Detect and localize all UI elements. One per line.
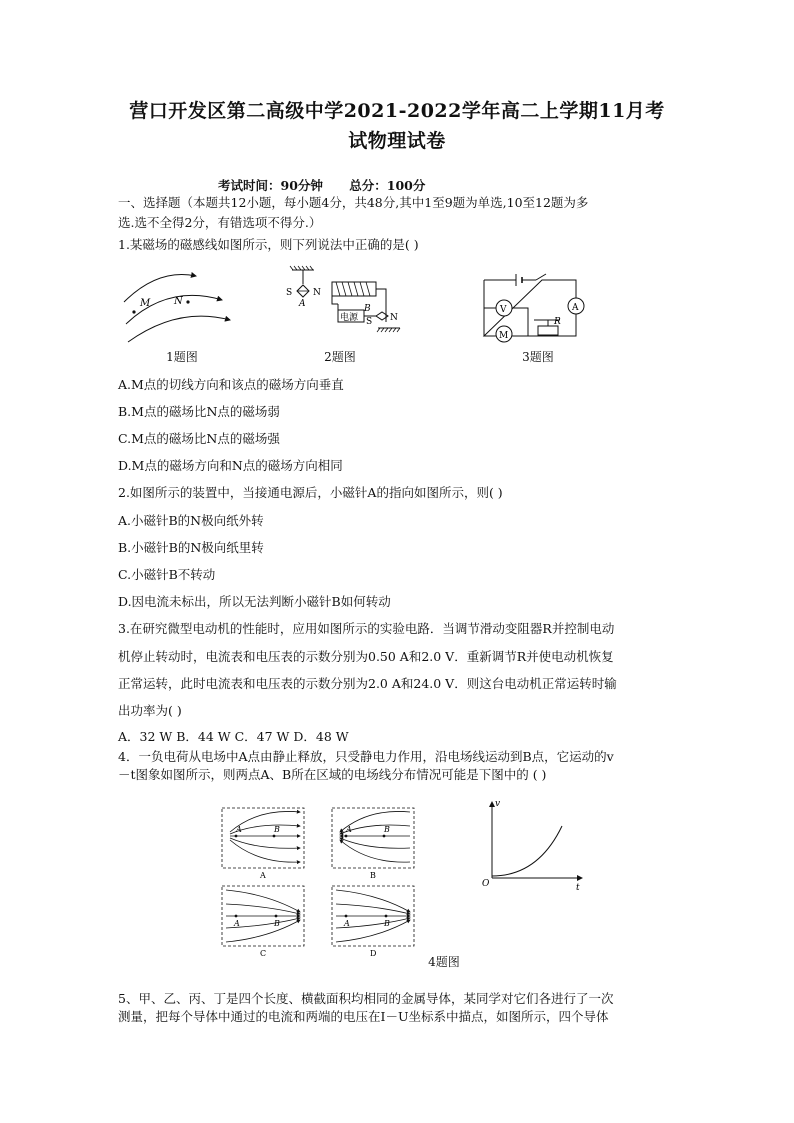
q2-option-b: B.小磁针B的N极向纸里转 <box>118 540 264 555</box>
q3-line-3: 正常运转，此时电流表和电压表的示数分别为2.0 A和24.0 V．则这台电动机正常运转时输 <box>118 676 617 691</box>
q4-line-1: 4．一负电荷从电场中A点由静止释放，只受静电力作用，沿电场线运动到B点，它运动的v <box>118 749 614 764</box>
q1-option-a: A.M点的切线方向和该点的磁场方向垂直 <box>118 377 344 392</box>
panel-b-point-b: B <box>384 825 390 834</box>
fig2-label-power: 电源 <box>340 313 359 323</box>
figure-1-caption: 1题图 <box>166 350 198 364</box>
fig2-label-a: A <box>299 299 306 309</box>
q3-line-2: 机停止转动时，电流表和电压表的示数分别为0.50 A和2.0 V．重新调节R并使电动机恢复 <box>118 649 614 664</box>
panel-b-point-a: A <box>346 825 352 834</box>
panel-b <box>332 808 414 880</box>
q2-stem: 2.如图所示的装置中，当接通电源后，小磁针A的指向如图所示，则( ) <box>118 485 503 500</box>
q2-option-c: C.小磁针B不转动 <box>118 567 216 582</box>
q4-line-2: －t图象如图所示，则两点A、B所在区域的电场线分布情况可能是下图中的 ( ) <box>118 767 547 782</box>
vt-origin: O <box>482 879 490 889</box>
panel-d-label: D <box>370 949 377 958</box>
figure-4-caption: 4题图 <box>428 955 460 969</box>
panel-c-label: C <box>260 949 267 958</box>
q2-option-a: A.小磁针B的N极向纸外转 <box>118 513 264 528</box>
vt-curve <box>492 826 562 876</box>
fig3-rheostat-label: R <box>554 317 561 327</box>
panel-c-point-a: A <box>234 919 240 928</box>
fig3-voltmeter: V <box>500 305 507 315</box>
panel-a <box>222 808 304 880</box>
panel-b-label: B <box>370 871 376 880</box>
fig1-label-m: M <box>140 298 151 309</box>
figure-1-field-lines <box>118 262 238 346</box>
panel-d-point-b: B <box>384 919 390 928</box>
panel-a-point-a: A <box>236 825 242 834</box>
q1-option-c: C.M点的磁场比N点的磁场强 <box>118 431 280 446</box>
figure-4-field-panels <box>218 804 418 960</box>
vt-axis-t: t <box>576 883 580 892</box>
q5-line-2: 测量，把每个导体中通过的电流和两端的电压在I－U坐标系中描点，如图所示，四个导体 <box>118 1009 609 1024</box>
panel-a-label: A <box>260 871 266 880</box>
section-instruction-2: 选.选不全得2分，有错选项不得分.） <box>118 215 322 230</box>
panel-a-point-b: B <box>274 825 280 834</box>
section-instruction-1: 一、选择题（本题共12小题，每小题4分，共48分,其中1至9题为单选,10至12题为多 <box>118 195 589 210</box>
fig3-ammeter: A <box>572 303 579 313</box>
figure-3-circuit <box>476 266 586 346</box>
panel-c-point-b: B <box>274 919 280 928</box>
fig3-motor: M <box>499 331 509 341</box>
panel-c <box>222 886 304 958</box>
fig2-label-n-top: N <box>313 288 321 298</box>
figure-2-caption: 2题图 <box>324 350 356 364</box>
q2-option-d: D.因电流未标出，所以无法判断小磁针B如何转动 <box>118 594 391 609</box>
vt-axis-v: v <box>495 799 501 809</box>
exam-meta <box>218 176 447 194</box>
figure-3-caption: 3题图 <box>522 350 554 364</box>
q1-stem: 1.某磁场的磁感线如图所示，则下列说法中正确的是( ) <box>118 237 419 252</box>
fig1-label-n: N <box>174 296 183 307</box>
q3-line-1: 3.在研究微型电动机的性能时，应用如图所示的实验电路．当调节滑动变阻器R并控制电动 <box>118 621 615 636</box>
exam-title <box>100 96 694 156</box>
q5-line-1: 5、甲、乙、丙、丁是四个长度、横截面积均相同的金属导体，某同学对它们各进行了一次 <box>118 991 614 1006</box>
q3-line-4: 出功率为( ) <box>118 703 182 718</box>
panel-d <box>332 886 414 958</box>
fig2-label-s-top: S <box>286 288 293 298</box>
q1-option-d: D.M点的磁场方向和N点的磁场方向相同 <box>118 458 343 473</box>
fig2-label-s-bot: S <box>366 317 373 327</box>
figure-4-vt-graph <box>478 796 588 892</box>
fig2-label-n-bot: N <box>390 313 398 323</box>
figure-2-electromagnet <box>280 264 410 346</box>
panel-d-point-a: A <box>344 919 350 928</box>
title-line-1: 营口开发区第二高级中学2021-2022学年高二上学期11月考 <box>129 100 665 122</box>
q1-option-b: B.M点的磁场比N点的磁场弱 <box>118 404 280 419</box>
total-score: 总分：100分 <box>349 178 426 193</box>
exam-time: 考试时间：90分钟 <box>218 178 323 193</box>
fig2-label-b: B <box>364 304 371 314</box>
q3-options: A．32 W B．44 W C．47 W D．48 W <box>118 729 349 744</box>
title-line-2: 试物理试卷 <box>348 130 446 152</box>
